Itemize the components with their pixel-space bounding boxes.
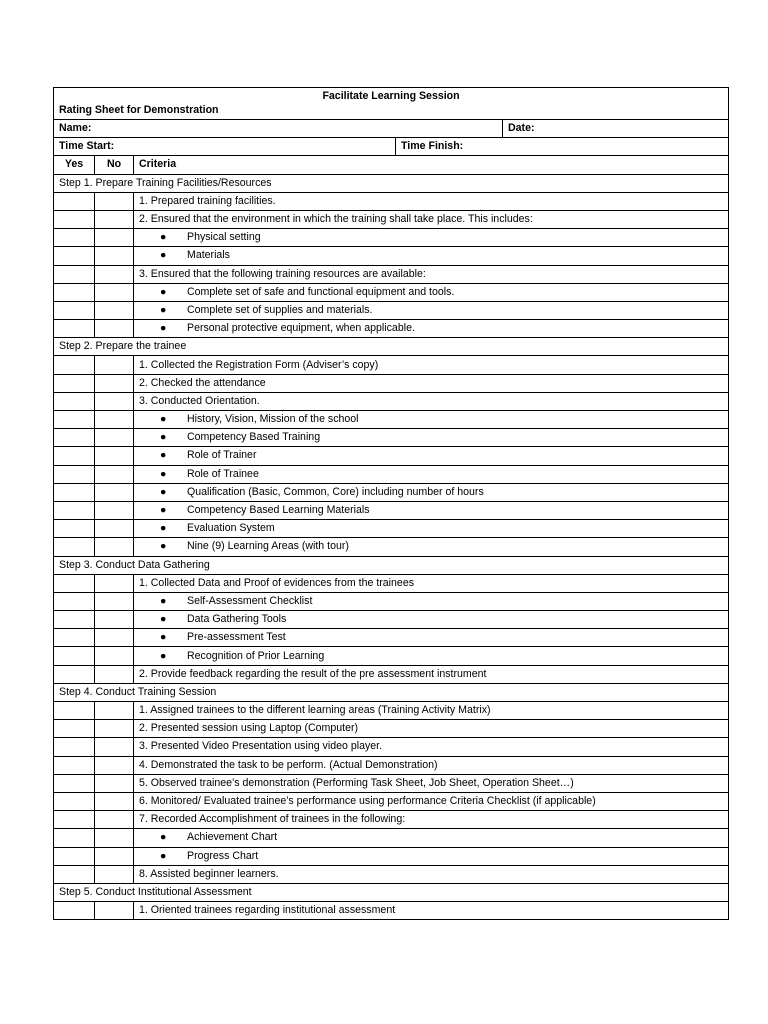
yes-checkbox-cell[interactable] — [54, 429, 95, 447]
criteria-row — [54, 301, 729, 319]
criteria-row — [54, 465, 729, 483]
no-checkbox-cell[interactable] — [95, 265, 134, 283]
yes-checkbox-cell[interactable] — [54, 301, 95, 319]
time-row — [54, 138, 729, 156]
yes-checkbox-cell[interactable] — [54, 756, 95, 774]
criteria-bullet — [134, 538, 729, 556]
criteria-item: 1. Prepared training facilities. — [134, 192, 729, 210]
criteria-text: Competency Based Training — [187, 431, 321, 444]
no-checkbox-cell[interactable] — [95, 429, 134, 447]
criteria-row — [54, 629, 729, 647]
criteria-bullet — [134, 447, 729, 465]
criteria-item: 8. Assisted beginner learners. — [134, 865, 729, 883]
no-checkbox-cell[interactable] — [95, 574, 134, 592]
criteria-row — [54, 538, 729, 556]
no-checkbox-cell[interactable] — [95, 811, 134, 829]
title-row — [54, 88, 729, 120]
yes-checkbox-cell[interactable] — [54, 811, 95, 829]
criteria-row — [54, 829, 729, 847]
bullet-icon: ● — [160, 413, 167, 426]
no-checkbox-cell[interactable] — [95, 902, 134, 920]
criteria-item: 1. Collected the Registration Form (Adviser’s copy) — [134, 356, 729, 374]
criteria-row — [54, 756, 729, 774]
criteria-text: Complete set of supplies and materials. — [187, 303, 373, 316]
step-heading: Step 1. Prepare Training Facilities/Resources — [54, 174, 729, 192]
no-checkbox-cell[interactable] — [95, 738, 134, 756]
no-checkbox-cell[interactable] — [95, 465, 134, 483]
no-checkbox-cell[interactable] — [95, 501, 134, 519]
step-row — [54, 174, 729, 192]
rating-sheet — [53, 87, 728, 920]
step-row — [54, 683, 729, 701]
yes-checkbox-cell[interactable] — [54, 902, 95, 920]
yes-checkbox-cell[interactable] — [54, 483, 95, 501]
criteria-item: 2. Ensured that the environment in which the training shall take place. This includes: — [134, 210, 729, 228]
bullet-icon: ● — [160, 831, 167, 844]
yes-checkbox-cell[interactable] — [54, 465, 95, 483]
no-checkbox-cell[interactable] — [95, 356, 134, 374]
form-title: Facilitate Learning Session — [322, 90, 460, 102]
criteria-item: 2. Checked the attendance — [134, 374, 729, 392]
criteria-item: 7. Recorded Accomplishment of trainees in the following: — [134, 811, 729, 829]
criteria-text: Pre-assessment Test — [187, 631, 286, 644]
no-checkbox-cell[interactable] — [95, 756, 134, 774]
yes-checkbox-cell[interactable] — [54, 738, 95, 756]
bullet-icon: ● — [160, 231, 167, 244]
step-row — [54, 883, 729, 901]
bullet-icon: ● — [160, 540, 167, 553]
step-row — [54, 338, 729, 356]
criteria-item: 1. Assigned trainees to the different learning areas (Training Activity Matrix) — [134, 702, 729, 720]
criteria-row — [54, 229, 729, 247]
step-heading: Step 2. Prepare the trainee — [54, 338, 729, 356]
no-checkbox-cell[interactable] — [95, 392, 134, 410]
criteria-row — [54, 283, 729, 301]
criteria-bullet — [134, 320, 729, 338]
criteria-bullet — [134, 592, 729, 610]
yes-checkbox-cell[interactable] — [54, 865, 95, 883]
yes-checkbox-cell[interactable] — [54, 611, 95, 629]
bullet-icon: ● — [160, 613, 167, 626]
no-checkbox-cell[interactable] — [95, 720, 134, 738]
criteria-text: Personal protective equipment, when applicable. — [187, 322, 415, 335]
criteria-text: Role of Trainee — [187, 467, 259, 480]
no-checkbox-cell[interactable] — [95, 647, 134, 665]
criteria-item: 2. Presented session using Laptop (Computer) — [134, 720, 729, 738]
criteria-row — [54, 611, 729, 629]
criteria-row — [54, 447, 729, 465]
yes-checkbox-cell[interactable] — [54, 792, 95, 810]
criteria-row — [54, 247, 729, 265]
bullet-icon: ● — [160, 504, 167, 517]
criteria-item: 2. Provide feedback regarding the result of the pre assessment instrument — [134, 665, 729, 683]
criteria-row — [54, 847, 729, 865]
criteria-text: Qualification (Basic, Common, Core) including number of hours — [187, 485, 484, 498]
criteria-bullet — [134, 629, 729, 647]
criteria-bullet — [134, 847, 729, 865]
criteria-bullet — [134, 611, 729, 629]
yes-checkbox-cell[interactable] — [54, 501, 95, 519]
criteria-text: Progress Chart — [187, 849, 259, 862]
rating-table — [53, 87, 729, 920]
yes-checkbox-cell[interactable] — [54, 629, 95, 647]
no-checkbox-cell[interactable] — [95, 374, 134, 392]
criteria-row — [54, 320, 729, 338]
bullet-icon: ● — [160, 649, 167, 662]
criteria-row — [54, 592, 729, 610]
criteria-row — [54, 774, 729, 792]
bullet-icon: ● — [160, 285, 167, 298]
no-checkbox-cell[interactable] — [95, 210, 134, 228]
yes-checkbox-cell[interactable] — [54, 411, 95, 429]
no-checkbox-cell[interactable] — [95, 792, 134, 810]
bullet-icon: ● — [160, 594, 167, 607]
no-checkbox-cell[interactable] — [95, 411, 134, 429]
criteria-item: 6. Monitored/ Evaluated trainee’s performance using performance Criteria Checklist (if applicable) — [134, 792, 729, 810]
yes-checkbox-cell[interactable] — [54, 847, 95, 865]
criteria-text: Achievement Chart — [187, 831, 278, 844]
yes-checkbox-cell[interactable] — [54, 392, 95, 410]
no-checkbox-cell[interactable] — [95, 865, 134, 883]
criteria-bullet — [134, 465, 729, 483]
name-field[interactable]: Name: — [54, 120, 503, 138]
criteria-row — [54, 520, 729, 538]
no-checkbox-cell[interactable] — [95, 320, 134, 338]
bullet-icon: ● — [160, 322, 167, 335]
step-heading: Step 3. Conduct Data Gathering — [54, 556, 729, 574]
criteria-bullet — [134, 229, 729, 247]
criteria-text: Evaluation System — [187, 522, 275, 535]
criteria-row — [54, 411, 729, 429]
yes-checkbox-cell[interactable] — [54, 574, 95, 592]
bullet-icon: ● — [160, 485, 167, 498]
yes-checkbox-cell[interactable] — [54, 229, 95, 247]
criteria-bullet — [134, 247, 729, 265]
yes-checkbox-cell[interactable] — [54, 702, 95, 720]
bullet-icon: ● — [160, 249, 167, 262]
yes-checkbox-cell[interactable] — [54, 283, 95, 301]
bullet-icon: ● — [160, 849, 167, 862]
yes-checkbox-cell[interactable] — [54, 774, 95, 792]
yes-checkbox-cell[interactable] — [54, 374, 95, 392]
yes-checkbox-cell[interactable] — [54, 265, 95, 283]
step-heading: Step 5. Conduct Institutional Assessment — [54, 883, 729, 901]
yes-checkbox-cell[interactable] — [54, 320, 95, 338]
yes-header: Yes — [54, 156, 95, 174]
bullet-icon: ● — [160, 431, 167, 444]
criteria-bullet — [134, 301, 729, 319]
criteria-row — [54, 210, 729, 228]
step-row — [54, 556, 729, 574]
criteria-text: Role of Trainer — [187, 449, 257, 462]
no-checkbox-cell[interactable] — [95, 283, 134, 301]
no-checkbox-cell[interactable] — [95, 538, 134, 556]
yes-checkbox-cell[interactable] — [54, 356, 95, 374]
yes-checkbox-cell[interactable] — [54, 647, 95, 665]
no-checkbox-cell[interactable] — [95, 665, 134, 683]
criteria-row — [54, 720, 729, 738]
criteria-text: History, Vision, Mission of the school — [187, 413, 359, 426]
criteria-item: 1. Oriented trainees regarding institutional assessment — [134, 902, 729, 920]
criteria-row — [54, 501, 729, 519]
criteria-text: Complete set of safe and functional equipment and tools. — [187, 285, 455, 298]
step-heading: Step 4. Conduct Training Session — [54, 683, 729, 701]
no-header: No — [95, 156, 134, 174]
criteria-row — [54, 356, 729, 374]
no-checkbox-cell[interactable] — [95, 847, 134, 865]
criteria-text: Nine (9) Learning Areas (with tour) — [187, 540, 349, 553]
time-start-field[interactable]: Time Start: — [54, 138, 396, 156]
criteria-text: Recognition of Prior Learning — [187, 649, 325, 662]
yes-checkbox-cell[interactable] — [54, 192, 95, 210]
yes-checkbox-cell[interactable] — [54, 829, 95, 847]
no-checkbox-cell[interactable] — [95, 447, 134, 465]
form-subtitle: Rating Sheet for Demonstration — [59, 104, 219, 116]
no-checkbox-cell[interactable] — [95, 829, 134, 847]
no-checkbox-cell[interactable] — [95, 301, 134, 319]
time-finish-field[interactable]: Time Finish: — [396, 138, 729, 156]
no-checkbox-cell[interactable] — [95, 192, 134, 210]
criteria-row — [54, 665, 729, 683]
criteria-bullet — [134, 411, 729, 429]
criteria-header: Criteria — [134, 156, 729, 174]
criteria-bullet — [134, 283, 729, 301]
criteria-row — [54, 265, 729, 283]
criteria-bullet — [134, 520, 729, 538]
criteria-item: 3. Conducted Orientation. — [134, 392, 729, 410]
yes-checkbox-cell[interactable] — [54, 210, 95, 228]
criteria-item: 5. Observed trainee’s demonstration (Performing Task Sheet, Job Sheet, Operation Sheet…) — [134, 774, 729, 792]
criteria-row — [54, 702, 729, 720]
criteria-bullet — [134, 483, 729, 501]
bullet-icon: ● — [160, 467, 167, 480]
yes-checkbox-cell[interactable] — [54, 665, 95, 683]
no-checkbox-cell[interactable] — [95, 229, 134, 247]
criteria-item: 3. Presented Video Presentation using video player. — [134, 738, 729, 756]
yes-checkbox-cell[interactable] — [54, 592, 95, 610]
criteria-text: Physical setting — [187, 231, 261, 244]
criteria-bullet — [134, 647, 729, 665]
yes-checkbox-cell[interactable] — [54, 520, 95, 538]
no-checkbox-cell[interactable] — [95, 629, 134, 647]
criteria-item: 3. Ensured that the following training resources are available: — [134, 265, 729, 283]
criteria-row — [54, 738, 729, 756]
criteria-text: Self-Assessment Checklist — [187, 594, 313, 607]
name-date-row — [54, 120, 729, 138]
criteria-row — [54, 429, 729, 447]
no-checkbox-cell[interactable] — [95, 483, 134, 501]
no-checkbox-cell[interactable] — [95, 592, 134, 610]
criteria-bullet — [134, 429, 729, 447]
criteria-text: Data Gathering Tools — [187, 613, 287, 626]
date-field[interactable]: Date: — [503, 120, 729, 138]
no-checkbox-cell[interactable] — [95, 774, 134, 792]
criteria-item: 4. Demonstrated the task to be perform. (Actual Demonstration) — [134, 756, 729, 774]
yes-checkbox-cell[interactable] — [54, 538, 95, 556]
bullet-icon: ● — [160, 631, 167, 644]
bullet-icon: ● — [160, 449, 167, 462]
bullet-icon: ● — [160, 522, 167, 535]
criteria-row — [54, 811, 729, 829]
no-checkbox-cell[interactable] — [95, 702, 134, 720]
criteria-row — [54, 192, 729, 210]
criteria-bullet — [134, 501, 729, 519]
criteria-row — [54, 374, 729, 392]
criteria-row — [54, 792, 729, 810]
criteria-item: 1. Collected Data and Proof of evidences from the trainees — [134, 574, 729, 592]
no-checkbox-cell[interactable] — [95, 247, 134, 265]
no-checkbox-cell[interactable] — [95, 520, 134, 538]
criteria-row — [54, 483, 729, 501]
yes-checkbox-cell[interactable] — [54, 447, 95, 465]
header-row — [54, 156, 729, 174]
criteria-text: Competency Based Learning Materials — [187, 504, 370, 517]
yes-checkbox-cell[interactable] — [54, 247, 95, 265]
yes-checkbox-cell[interactable] — [54, 720, 95, 738]
criteria-bullet — [134, 829, 729, 847]
criteria-row — [54, 574, 729, 592]
no-checkbox-cell[interactable] — [95, 611, 134, 629]
criteria-row — [54, 647, 729, 665]
criteria-text: Materials — [187, 249, 230, 262]
criteria-row — [54, 865, 729, 883]
bullet-icon: ● — [160, 303, 167, 316]
criteria-row — [54, 902, 729, 920]
criteria-row — [54, 392, 729, 410]
